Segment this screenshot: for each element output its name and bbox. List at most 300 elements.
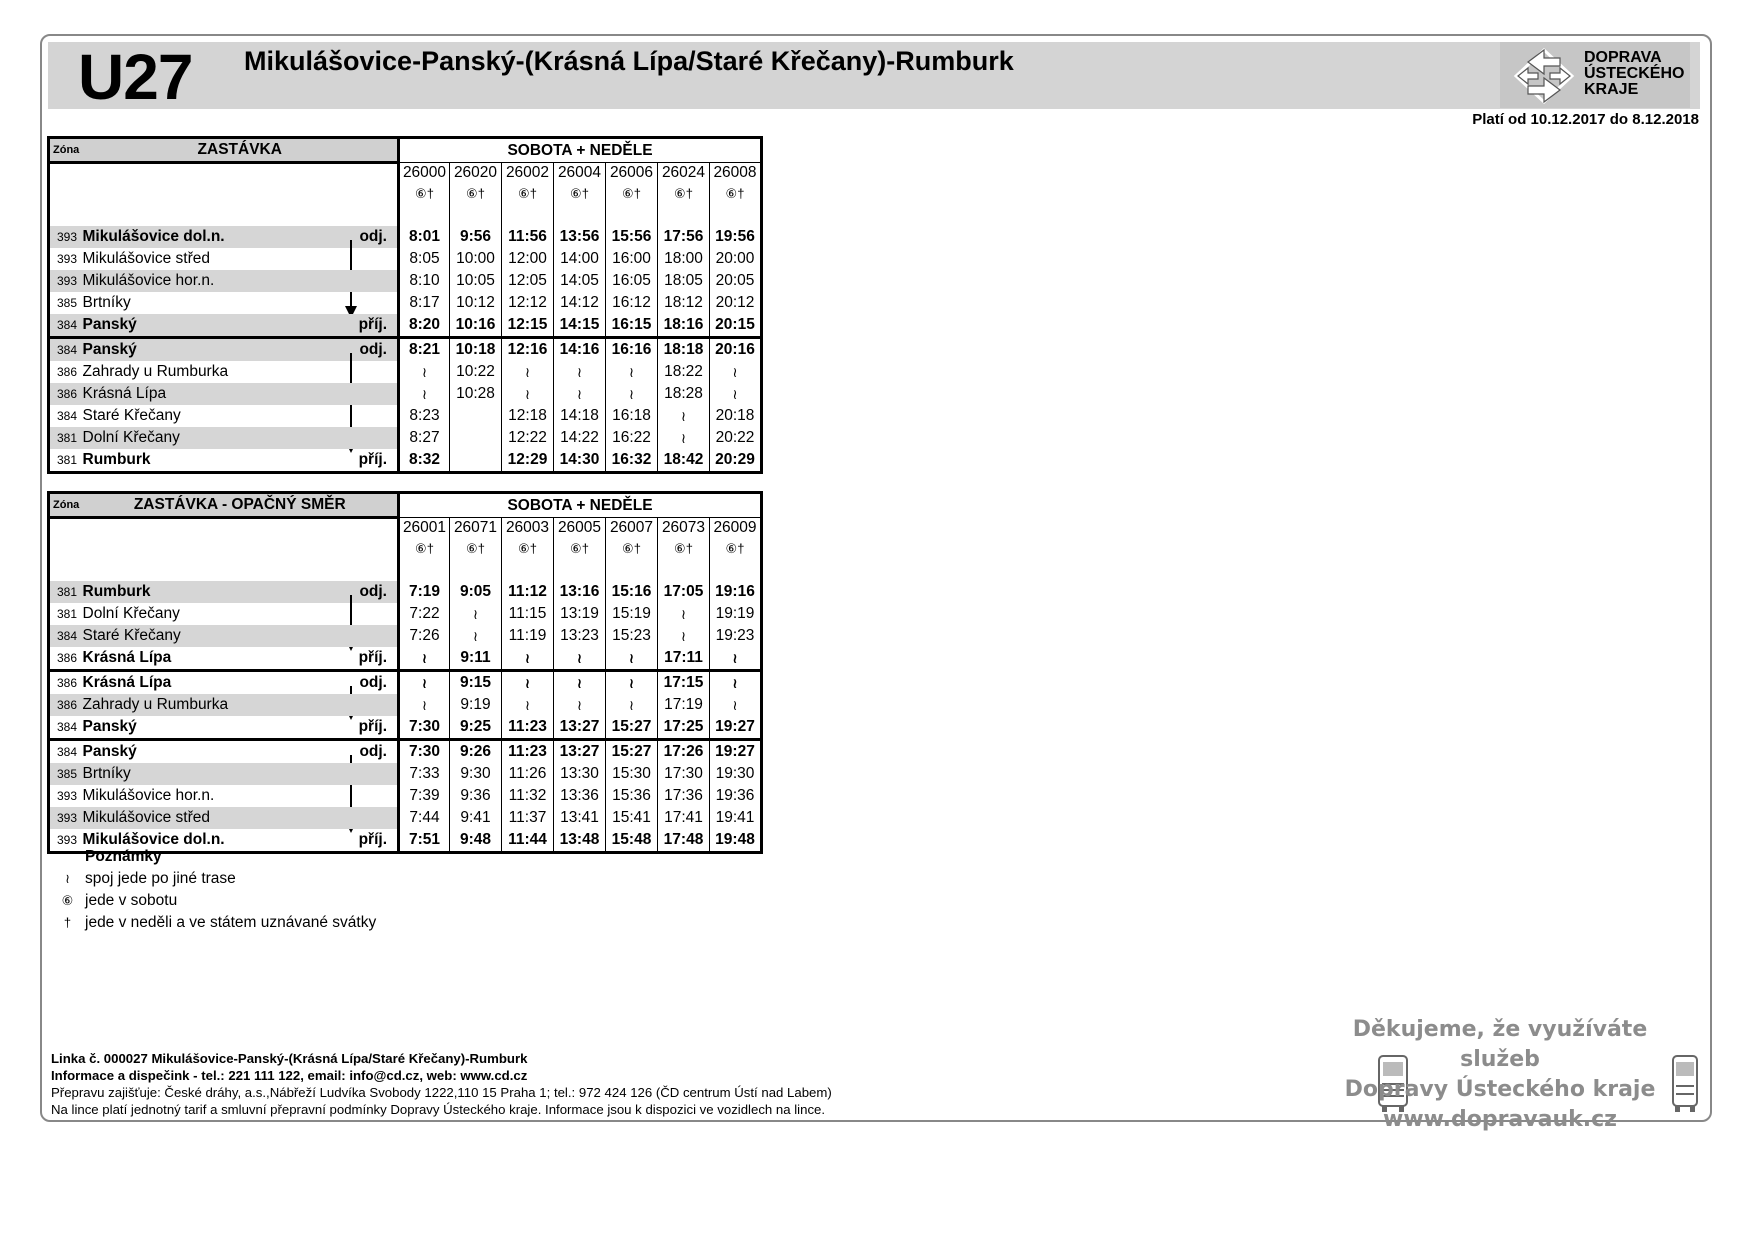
arrival-departure [339, 603, 399, 625]
departure-time: ≀ [658, 427, 710, 449]
departure-time: 11:15 [502, 603, 554, 625]
departure-time: 19:19 [710, 603, 762, 625]
stop-header: ZASTÁVKA - OPAČNÝ SMĚR [83, 493, 399, 518]
departure-time: 15:41 [606, 807, 658, 829]
departure-time: 11:32 [502, 785, 554, 807]
departure-time: ≀ [450, 625, 502, 647]
arrival-departure: příj. [339, 829, 399, 853]
stop-name: Brtníky [82, 294, 131, 311]
note-symbol: ⑥ [61, 893, 74, 908]
departure-time: 11:19 [502, 625, 554, 647]
departure-time: 13:19 [554, 603, 606, 625]
arrival-departure: příj. [358, 718, 387, 735]
zone-number: 386 [49, 647, 83, 671]
trip-number: 26004 [554, 163, 606, 184]
arrival-departure: odj. [339, 581, 399, 603]
departure-time: 10:16 [450, 314, 502, 338]
stop-name: Staré Křečany [82, 407, 181, 424]
thanks-line-3: www.dopravauk.cz [1383, 1107, 1617, 1132]
zone-number: 386 [49, 383, 83, 405]
stop-name: Krásná Lípa [83, 671, 339, 695]
arrival-departure [339, 625, 399, 647]
departure-time: 9:56 [450, 226, 502, 248]
departure-time: ≀ [450, 603, 502, 625]
departure-time: 13:36 [554, 785, 606, 807]
departure-time: 16:32 [606, 449, 658, 473]
departure-time: 20:22 [710, 427, 762, 449]
departure-time: 20:29 [710, 449, 762, 473]
departure-time: 19:27 [710, 716, 762, 740]
departure-time: 18:05 [658, 270, 710, 292]
departure-time: 12:22 [502, 427, 554, 449]
departure-time: 9:48 [450, 829, 502, 853]
departure-time: 17:15 [658, 671, 710, 695]
stop-name: Mikulášovice dol.n. [83, 226, 339, 248]
trip-number: 26071 [450, 518, 502, 539]
spacer-cell [658, 205, 710, 226]
departure-time: 15:16 [606, 581, 658, 603]
zone-number: 385 [49, 763, 83, 785]
timetable-return [47, 491, 763, 854]
stop-row [49, 314, 762, 338]
departure-time: ≀ [554, 361, 606, 383]
zone-number: 381 [49, 581, 83, 603]
departure-time: 12:29 [502, 449, 554, 473]
note-symbol: † [63, 915, 72, 930]
stop-row [49, 248, 762, 270]
departure-time: 14:15 [554, 314, 606, 338]
departure-time: 9:41 [450, 807, 502, 829]
spacer-cell [658, 560, 710, 581]
stop-row [49, 785, 762, 807]
departure-time: ≀ [554, 694, 606, 716]
departure-time: 17:19 [658, 694, 710, 716]
trip-symbol: ⑥† [710, 538, 762, 560]
departure-time: 7:51 [399, 829, 450, 853]
arrival-departure [339, 694, 399, 716]
stop-name: Dolní Křečany [83, 427, 339, 449]
stop-name: Zahrady u Rumburka [82, 363, 229, 380]
departure-time: 19:23 [710, 625, 762, 647]
departure-time: ≀ [399, 383, 450, 405]
route-title: Mikulášovice-Panský-(Krásná Lípa/Staré Křečany)-Rumburk [244, 46, 1014, 76]
stop-row [49, 625, 762, 647]
departure-time: ≀ [399, 647, 450, 671]
footer-tariff: Na lince platí jednotný tarif a smluvní přepravní podmínky Dopravy Ústeckého kraje. Informace jsou k dispozici ve vozidlech na lince. [51, 1102, 826, 1117]
note-item [50, 912, 376, 934]
arrival-departure: odj. [339, 338, 399, 362]
footer-info [51, 1050, 832, 1118]
departure-time: 7:30 [399, 716, 450, 740]
arrival-departure: odj. [339, 671, 399, 695]
departure-time: 8:17 [399, 292, 450, 314]
stop-name: Dolní Křečany [82, 605, 180, 622]
departure-time: ≀ [710, 671, 762, 695]
departure-time: 8:01 [399, 226, 450, 248]
departure-time: ≀ [658, 405, 710, 427]
departure-time: 11:56 [502, 226, 554, 248]
stop-row [49, 405, 762, 427]
departure-time: 12:00 [502, 248, 554, 270]
departure-time: 8:10 [399, 270, 450, 292]
departure-time: ≀ [554, 647, 606, 671]
spacer-cell [606, 560, 658, 581]
logo-text-3: KRAJE [1584, 81, 1639, 98]
note-symbol: ≀ [65, 871, 70, 886]
trip-number: 26020 [450, 163, 502, 184]
spacer-cell [554, 205, 606, 226]
departure-time: 18:00 [658, 248, 710, 270]
trip-number: 26007 [606, 518, 658, 539]
departure-time: 18:28 [658, 383, 710, 405]
departure-time: 17:30 [658, 763, 710, 785]
logo-text-2: ÚSTECKÉHO [1584, 65, 1685, 82]
zone-number: 381 [49, 449, 83, 473]
stop-name: Mikulášovice střed [82, 250, 210, 267]
departure-time: 19:48 [710, 829, 762, 853]
header-blank [49, 518, 399, 582]
trip-number: 26003 [502, 518, 554, 539]
spacer-cell [502, 205, 554, 226]
departure-time: ≀ [502, 361, 554, 383]
departure-time: ≀ [606, 383, 658, 405]
departure-time: ≀ [658, 603, 710, 625]
trip-number-row [49, 518, 762, 539]
stop-name: Rumburk [83, 581, 339, 603]
departure-time: 13:27 [554, 716, 606, 740]
stop-name: Rumburk [83, 449, 339, 473]
note-text: spoj jede po jiné trase [85, 870, 236, 887]
spacer-cell [450, 205, 502, 226]
zone-number: 384 [49, 405, 83, 427]
departure-time: 18:16 [658, 314, 710, 338]
departure-time: 17:05 [658, 581, 710, 603]
departure-time: 11:23 [502, 716, 554, 740]
departure-time: 13:27 [554, 740, 606, 764]
zone-number: 393 [49, 270, 83, 292]
footer-operator: Přepravu zajišťuje: České dráhy, a.s.,Nábřeží Ludvíka Svobody 1222,110 15 Praha 1; tel.: 972 424 126 (ČD centrum Ústí nad Labem) [51, 1085, 832, 1100]
timetable-outbound [47, 136, 763, 474]
trip-symbol: ⑥† [658, 538, 710, 560]
departure-time: 12:15 [502, 314, 554, 338]
departure-time: 8:20 [399, 314, 450, 338]
stop-name: Mikulášovice hor.n. [82, 787, 215, 804]
spacer-cell [606, 205, 658, 226]
trip-symbol: ⑥† [710, 183, 762, 205]
spacer-cell [399, 560, 450, 581]
departure-time: 19:56 [710, 226, 762, 248]
spacer-cell [710, 205, 762, 226]
dopravauk-logo [1500, 42, 1690, 108]
departure-time: 19:41 [710, 807, 762, 829]
thanks-message [1344, 1015, 1656, 1135]
departure-time: 17:11 [658, 647, 710, 671]
departure-time: ≀ [710, 647, 762, 671]
zone-number: 386 [49, 671, 83, 695]
departure-time: 17:26 [658, 740, 710, 764]
departure-time: 13:48 [554, 829, 606, 853]
departure-time: 11:37 [502, 807, 554, 829]
departure-time: ≀ [606, 694, 658, 716]
departure-time: 8:21 [399, 338, 450, 362]
departure-time: 9:11 [450, 647, 502, 671]
zone-number: 384 [49, 338, 83, 362]
zone-number: 386 [49, 694, 83, 716]
departure-time: 10:28 [450, 383, 502, 405]
arrival-departure [339, 405, 399, 427]
departure-time: 9:25 [450, 716, 502, 740]
trip-symbol: ⑥† [399, 183, 450, 205]
departure-time: 11:44 [502, 829, 554, 853]
line-number: U27 [78, 41, 193, 113]
stop-row [49, 807, 762, 829]
stop-name: Panský [83, 338, 339, 362]
departure-time: 10:05 [450, 270, 502, 292]
departure-time: 13:23 [554, 625, 606, 647]
departure-time: 20:12 [710, 292, 762, 314]
departure-time: 8:05 [399, 248, 450, 270]
trip-number: 26005 [554, 518, 606, 539]
departure-time [450, 449, 502, 473]
departure-time: 14:05 [554, 270, 606, 292]
stop-name: Krásná Lípa [82, 649, 172, 666]
stop-name: Panský [82, 718, 137, 735]
departure-time: 17:48 [658, 829, 710, 853]
zone-number: 393 [49, 829, 83, 853]
departure-time: 15:56 [606, 226, 658, 248]
departure-time: 7:30 [399, 740, 450, 764]
departure-time: 8:32 [399, 449, 450, 473]
zone-number: 384 [49, 740, 83, 764]
stop-name: Krásná Lípa [83, 383, 339, 405]
table-header-row [49, 138, 762, 163]
trip-symbol: ⑥† [502, 183, 554, 205]
departure-time: ≀ [606, 361, 658, 383]
departure-time: 10:00 [450, 248, 502, 270]
logo-text-1: DOPRAVA [1584, 49, 1662, 66]
departure-time: 16:15 [606, 314, 658, 338]
departure-time: 20:16 [710, 338, 762, 362]
arrival-departure [339, 361, 399, 383]
stop-row [49, 383, 762, 405]
departure-time: ≀ [399, 361, 450, 383]
thanks-line-1: Děkujeme, že využíváte služeb [1352, 1017, 1648, 1072]
stop-name: Panský [83, 314, 339, 338]
thanks-line-2: Dopravy Ústeckého kraje [1344, 1077, 1656, 1102]
stop-header: ZASTÁVKA [83, 138, 399, 163]
arrival-departure [339, 270, 399, 292]
trip-number-row [49, 163, 762, 184]
notes [50, 846, 376, 934]
arrival-departure: příj. [358, 649, 387, 666]
departure-time: 16:18 [606, 405, 658, 427]
zone-number: 386 [49, 361, 83, 383]
stop-row [49, 427, 762, 449]
zone-number: 393 [49, 807, 83, 829]
departure-time: ≀ [554, 383, 606, 405]
departure-time: 12:05 [502, 270, 554, 292]
spacer-cell [450, 560, 502, 581]
stop-row [49, 763, 762, 785]
departure-time: 15:23 [606, 625, 658, 647]
zone-number: 384 [49, 625, 83, 647]
departure-time [450, 427, 502, 449]
departure-time: 8:23 [399, 405, 450, 427]
departure-time: ≀ [710, 383, 762, 405]
departure-time: 7:44 [399, 807, 450, 829]
departure-time: ≀ [502, 694, 554, 716]
departure-time: 7:26 [399, 625, 450, 647]
zone-number: 385 [49, 292, 83, 314]
departure-time: 18:42 [658, 449, 710, 473]
zone-number: 381 [49, 427, 83, 449]
stop-row [49, 694, 762, 716]
departure-time: 14:22 [554, 427, 606, 449]
stop-name: Panský [83, 740, 339, 764]
validity-text: Platí od 10.12.2017 do 8.12.2018 [1472, 111, 1699, 128]
arrival-departure [339, 292, 399, 314]
arrival-departure: odj. [339, 740, 399, 764]
departure-time: 9:36 [450, 785, 502, 807]
departure-time: 7:39 [399, 785, 450, 807]
departure-time: 18:12 [658, 292, 710, 314]
zone-number: 393 [49, 248, 83, 270]
stop-name: Brtníky [83, 763, 339, 785]
departure-time: 15:19 [606, 603, 658, 625]
arrival-departure: odj. [339, 226, 399, 248]
departure-time: ≀ [554, 671, 606, 695]
departure-time: 10:18 [450, 338, 502, 362]
notes-title: Poznámky [85, 848, 162, 865]
departure-time: 11:23 [502, 740, 554, 764]
note-text: jede v sobotu [85, 892, 178, 909]
departure-time: 13:16 [554, 581, 606, 603]
departure-time: 11:12 [502, 581, 554, 603]
departure-time: 16:22 [606, 427, 658, 449]
departure-time: ≀ [502, 671, 554, 695]
departure-time: 14:00 [554, 248, 606, 270]
departure-time: 9:05 [450, 581, 502, 603]
arrival-departure: příj. [339, 449, 399, 473]
stop-row [49, 581, 762, 603]
arrival-departure [339, 785, 399, 807]
trip-number: 26009 [710, 518, 762, 539]
departure-time: 11:26 [502, 763, 554, 785]
departure-time: ≀ [710, 694, 762, 716]
trip-symbol: ⑥† [554, 538, 606, 560]
days-header: SOBOTA + NEDĚLE [399, 493, 762, 518]
footer-dispatch: Informace a dispečink - tel.: 221 111 122, email: info@cd.cz, web: www.cd.cz [51, 1068, 528, 1083]
spacer-cell [554, 560, 606, 581]
logo-arrows-icon [1508, 46, 1580, 106]
trip-number: 26024 [658, 163, 710, 184]
stop-row [49, 449, 762, 473]
departure-time: 13:56 [554, 226, 606, 248]
zone-number: 384 [49, 716, 83, 740]
departure-time: 17:25 [658, 716, 710, 740]
departure-time: 8:27 [399, 427, 450, 449]
departure-time: 9:15 [450, 671, 502, 695]
departure-time: ≀ [502, 647, 554, 671]
zone-number: 384 [49, 314, 83, 338]
zone-header: Zóna [49, 138, 83, 163]
trip-symbol: ⑥† [502, 538, 554, 560]
departure-time: ≀ [399, 671, 450, 695]
footer-line-info: Linka č. 000027 Mikulášovice-Panský-(Krásná Lípa/Staré Křečany)-Rumburk [51, 1051, 528, 1066]
arrival-departure [339, 763, 399, 785]
departure-time: 16:12 [606, 292, 658, 314]
departure-time: ≀ [658, 625, 710, 647]
note-item [50, 868, 376, 890]
departure-time: 16:00 [606, 248, 658, 270]
departure-time: 19:30 [710, 763, 762, 785]
trip-symbol: ⑥† [606, 538, 658, 560]
departure-time: 14:30 [554, 449, 606, 473]
trip-symbol: ⑥† [658, 183, 710, 205]
departure-time: 7:22 [399, 603, 450, 625]
departure-time: 16:16 [606, 338, 658, 362]
departure-time: 20:00 [710, 248, 762, 270]
spacer-cell [399, 205, 450, 226]
stop-row [49, 292, 762, 314]
trip-number: 26006 [606, 163, 658, 184]
stop-name: Mikulášovice střed [83, 807, 339, 829]
departure-time: 12:12 [502, 292, 554, 314]
stop-name: Staré Křečany [83, 625, 339, 647]
departure-time: ≀ [710, 361, 762, 383]
departure-time: 7:33 [399, 763, 450, 785]
trip-symbol: ⑥† [450, 538, 502, 560]
spacer-cell [502, 560, 554, 581]
stop-row [49, 740, 762, 764]
departure-time: 19:27 [710, 740, 762, 764]
departure-time: 15:27 [606, 716, 658, 740]
departure-time: 15:27 [606, 740, 658, 764]
zone-number: 393 [49, 226, 83, 248]
zone-header: Zóna [49, 493, 83, 518]
departure-time: 9:19 [450, 694, 502, 716]
departure-time: ≀ [606, 671, 658, 695]
departure-time: 20:15 [710, 314, 762, 338]
trip-number: 26008 [710, 163, 762, 184]
departure-time: 17:41 [658, 807, 710, 829]
departure-time: 7:19 [399, 581, 450, 603]
zone-number: 393 [49, 785, 83, 807]
stop-row [49, 647, 762, 671]
stop-name: Mikulášovice dol.n. [83, 829, 339, 853]
trip-symbol: ⑥† [606, 183, 658, 205]
departure-time: ≀ [606, 647, 658, 671]
departure-time [450, 405, 502, 427]
arrival-departure [339, 807, 399, 829]
arrival-departure [339, 248, 399, 270]
trip-symbol: ⑥† [554, 183, 606, 205]
departure-time: 18:18 [658, 338, 710, 362]
arrival-departure [339, 427, 399, 449]
stop-row [49, 270, 762, 292]
arrival-departure: příj. [339, 314, 399, 338]
stop-row [49, 338, 762, 362]
spacer-cell [710, 560, 762, 581]
departure-time: 20:05 [710, 270, 762, 292]
trip-number: 26000 [399, 163, 450, 184]
departure-time: 15:48 [606, 829, 658, 853]
departure-time: 14:16 [554, 338, 606, 362]
departure-time: 9:26 [450, 740, 502, 764]
header-blank [49, 163, 399, 227]
departure-time: 15:36 [606, 785, 658, 807]
departure-time: 18:22 [658, 361, 710, 383]
